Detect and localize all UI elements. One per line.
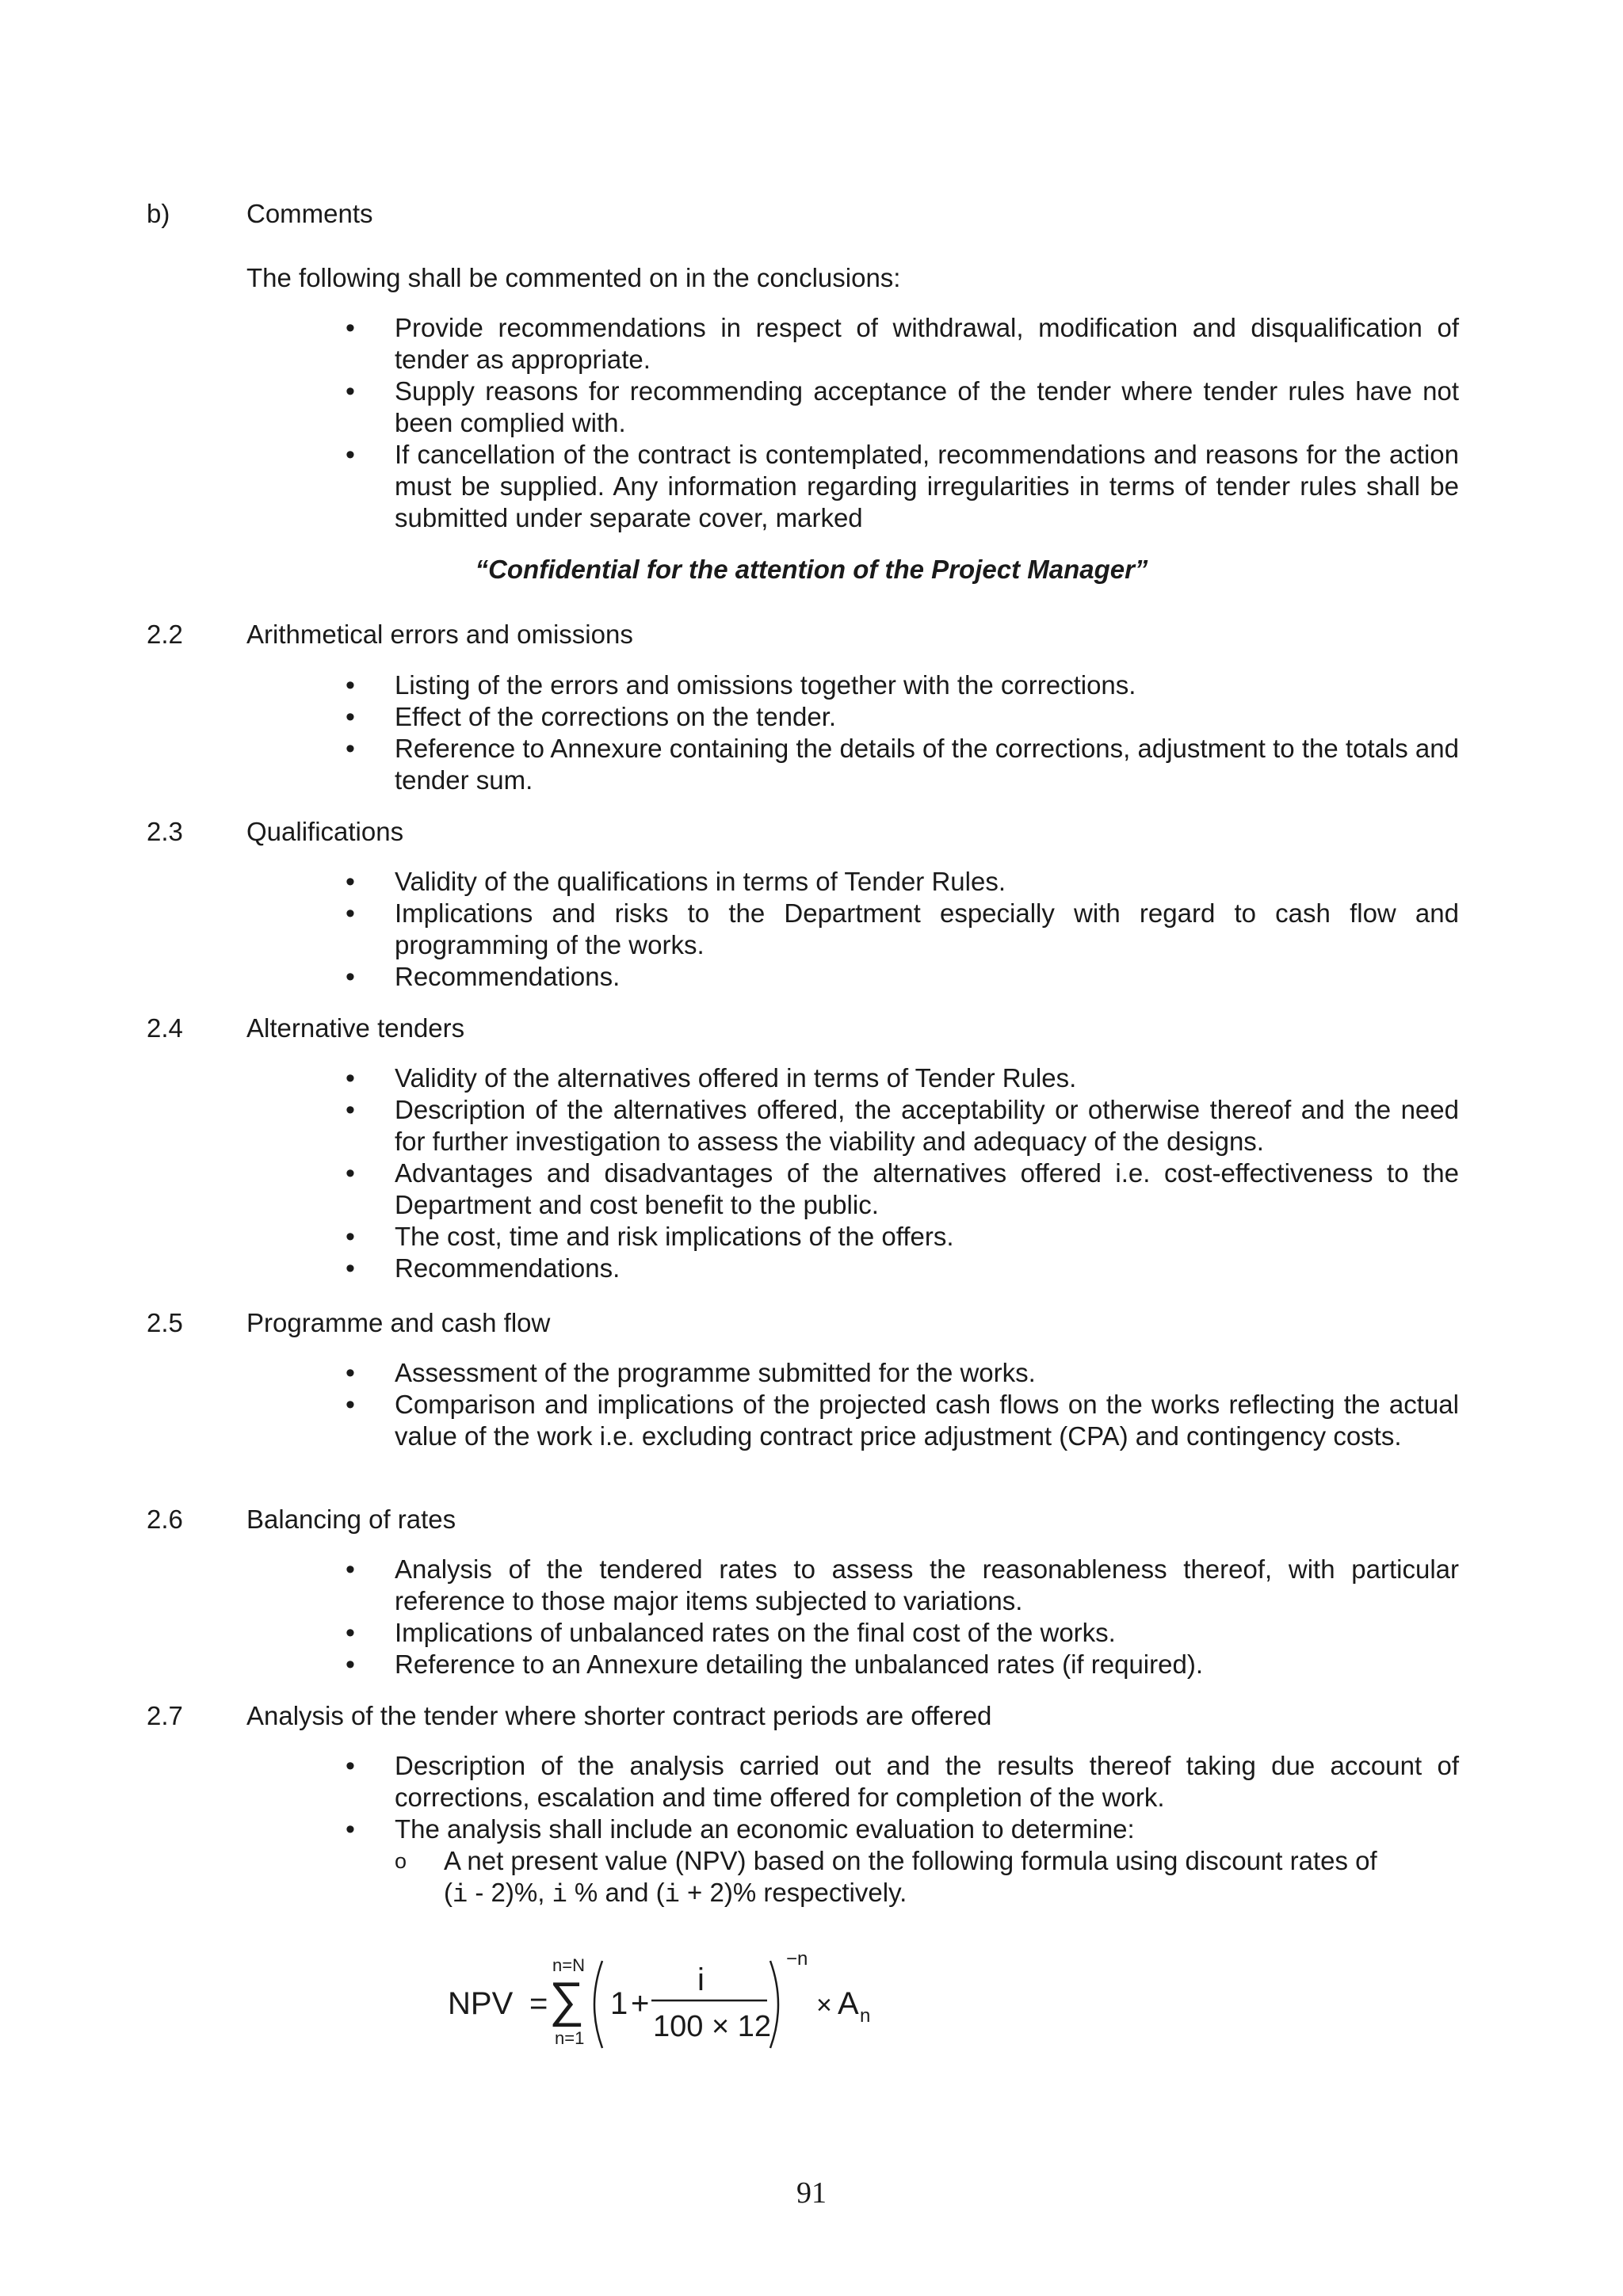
section-title: Programme and cash flow [246, 1308, 551, 1337]
list-item: • Description of the analysis carried out and the results thereof taking due account of corrections, escalation and time offered for completion of the work. [346, 1751, 1459, 1812]
section-2-5-heading [0, 1307, 1623, 1339]
npv-formula [444, 1941, 919, 2060]
fraction-denominator: 100 × 12 [653, 2010, 771, 2043]
sub-list-item: o A net present value (NPV) based on the following formula using discount rates of (i - 2)%, i % and (i + 2)% respectively. [395, 1846, 1377, 1909]
bullet-list-2-6 [346, 1554, 1459, 1680]
bullet-icon: • [346, 1158, 355, 1188]
list-item: • Recommendations. [346, 962, 621, 992]
section-number: 2.5 [147, 1308, 183, 1337]
list-item: • Recommendations. [346, 1253, 621, 1283]
list-item: • Comparison and implications of the projected cash flows on the works reflecting the actual value of the work i.e. excluding contract price adjustment (CPA) and contingency costs. [346, 1390, 1459, 1451]
bullet-icon: • [346, 1095, 355, 1125]
list-item: • Validity of the qualifications in terms of Tender Rules. [346, 867, 1006, 897]
section-2-6-heading [0, 1504, 1623, 1535]
bullet-list-2-2 [346, 669, 1459, 796]
sum-lower-limit: n=1 [555, 2028, 585, 2048]
section-2-3-heading [0, 816, 1623, 848]
bullet-icon: • [346, 1390, 355, 1420]
sum-upper-limit: n=N [552, 1955, 585, 1975]
list-item: • Supply reasons for recommending acceptance of the tender where tender rules have not been complied with. [346, 376, 1459, 437]
list-item: • Validity of the alternatives offered in terms of Tender Rules. [346, 1063, 1077, 1093]
formula-equals: = [529, 1986, 548, 2021]
sub-bullet-list [395, 1845, 1459, 1911]
section-2-4-heading [0, 1013, 1623, 1044]
formula-one: 1 [610, 1986, 628, 2021]
bullet-icon: • [346, 1618, 355, 1648]
formula-plus: + [631, 1986, 650, 2021]
list-item: • The cost, time and risk implications of the offers. [346, 1222, 954, 1252]
section-title: Alternative tenders [246, 1013, 465, 1043]
bullet-icon: • [346, 313, 355, 343]
bullet-icon: • [346, 898, 355, 929]
confidential-note: “Confidential for the attention of the Project Manager” [475, 555, 1148, 584]
list-item: • Reference to an Annexure detailing the unbalanced rates (if required). [346, 1650, 1203, 1680]
bullet-list-2-4 [346, 1062, 1459, 1284]
section-title: Comments [246, 199, 373, 228]
bullet-icon: • [346, 1222, 355, 1252]
right-paren-icon [770, 1961, 778, 2048]
list-item: • Implications of unbalanced rates on the final cost of the works. [346, 1618, 1116, 1648]
left-paren-icon [594, 1961, 602, 2048]
list-item: • Implications and risks to the Department especially with regard to cash flow and programming of the works. [346, 898, 1459, 959]
page-number: 91 [796, 2176, 827, 2210]
formula-a-subscript: n [860, 2005, 871, 2027]
bullet-icon: • [346, 1554, 355, 1585]
section-number: 2.7 [147, 1701, 183, 1730]
section-title: Qualifications [246, 817, 404, 846]
list-item: • Advantages and disadvantages of the alternatives offered i.e. cost-effectiveness to the Department and cost benefit to the public. [346, 1158, 1459, 1219]
formula-lhs: NPV [448, 1986, 514, 2021]
section-number: 2.3 [147, 817, 183, 846]
section-title: Arithmetical errors and omissions [246, 620, 633, 649]
section-number: b) [147, 199, 170, 228]
list-item: • Reference to Annexure containing the details of the corrections, adjustment to the totals and tender sum. [346, 734, 1459, 795]
bullet-icon: • [346, 1650, 355, 1680]
list-item: • If cancellation of the contract is contemplated, recommendations and reasons for the action must be supplied. Any information regarding irregularities in terms of tender rules shall be submitted under separate cover, marked [346, 440, 1459, 532]
section-2-2-heading [0, 619, 1623, 650]
list-item: • Assessment of the programme submitted for the works. [346, 1358, 1036, 1388]
section-number: 2.6 [147, 1505, 183, 1534]
bullet-icon: • [346, 670, 355, 700]
formula-exponent: −n [786, 1948, 808, 1970]
formula-times: × [816, 1990, 832, 2020]
list-item: • Effect of the corrections on the tender. [346, 702, 837, 732]
section-title: Balancing of rates [246, 1505, 456, 1534]
fraction-numerator: i [697, 1962, 705, 1997]
list-item: • Provide recommendations in respect of withdrawal, modification and disqualification of tender as appropriate. [346, 313, 1459, 374]
bullet-icon: • [346, 440, 355, 470]
bullet-list-b [346, 312, 1459, 534]
bullet-icon: • [346, 867, 355, 897]
section-number: 2.4 [147, 1013, 183, 1043]
bullet-icon: • [346, 962, 355, 992]
bullet-icon: • [346, 1063, 355, 1093]
intro-paragraph: The following shall be commented on in the conclusions: [246, 263, 901, 292]
list-item: • The analysis shall include an economic evaluation to determine: o A net present value (NPV) based on the following formula using discount rates of (i - 2)%, i % and (i + 2)% respectively. [346, 1814, 1459, 1911]
formula-graphic [444, 1941, 919, 2060]
bullet-icon: • [346, 1358, 355, 1388]
list-item: • Listing of the errors and omissions together with the corrections. [346, 670, 1136, 700]
list-item: • Analysis of the tendered rates to assess the reasonableness thereof, with particular reference to those major items subjected to variations. [346, 1554, 1459, 1615]
bullet-icon: • [346, 1253, 355, 1283]
bullet-icon: • [346, 734, 355, 764]
bullet-icon: • [346, 702, 355, 732]
bullet-list-2-5 [346, 1357, 1459, 1452]
bullet-icon: • [346, 376, 355, 406]
bullet-list-2-7 [346, 1750, 1459, 1911]
bullet-icon: • [346, 1814, 355, 1844]
list-item: • Description of the alternatives offered, the acceptability or otherwise thereof and the need for further investigation to assess the viability and adequacy of the designs. [346, 1095, 1459, 1156]
section-number: 2.2 [147, 620, 183, 649]
section-2-7-heading [0, 1700, 1623, 1732]
bullet-icon: • [346, 1751, 355, 1781]
bullet-list-2-3 [346, 866, 1459, 993]
section-title: Analysis of the tender where shorter contract periods are offered [246, 1701, 992, 1730]
formula-a: A [838, 1986, 859, 2021]
section-b-heading [0, 198, 1623, 230]
circle-bullet-icon: o [395, 1849, 407, 1873]
sum-symbol: ∑ [549, 1973, 585, 2027]
